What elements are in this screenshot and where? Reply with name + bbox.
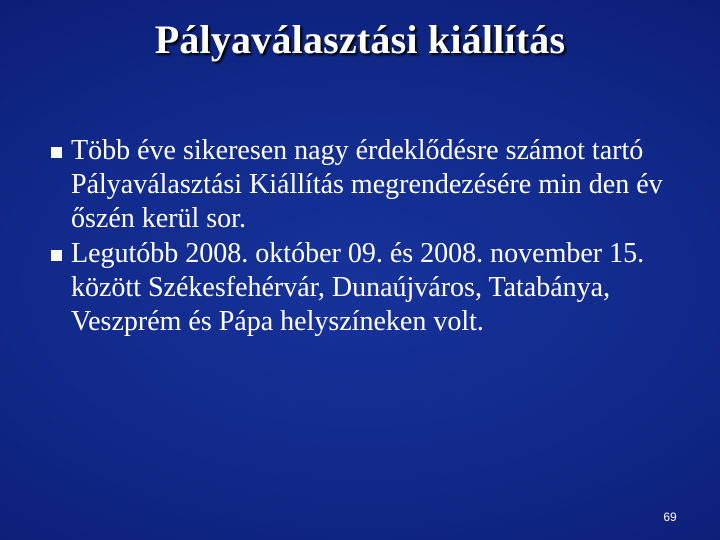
page-number: 69 (663, 510, 677, 524)
square-bullet-icon (51, 250, 62, 261)
square-bullet-icon (51, 147, 62, 158)
bullet-text: Legutóbb 2008. október 09. és 2008. november 15. között Székesfehérvár, Dunaújváros, Tatabánya, Veszprém és Pápa helyszíneken volt. (71, 238, 645, 337)
bullet-list (0, 134, 720, 339)
bullet-item (0, 134, 720, 236)
slide-title: Pályaválasztási kiállítás (154, 17, 566, 62)
bullet-text: Több éve sikeresen nagy érdeklődésre számot tartó Pályaválasztási Kiállítás megrendezésére min den év őszén kerül sor. (71, 135, 663, 234)
bullet-item (0, 237, 720, 339)
